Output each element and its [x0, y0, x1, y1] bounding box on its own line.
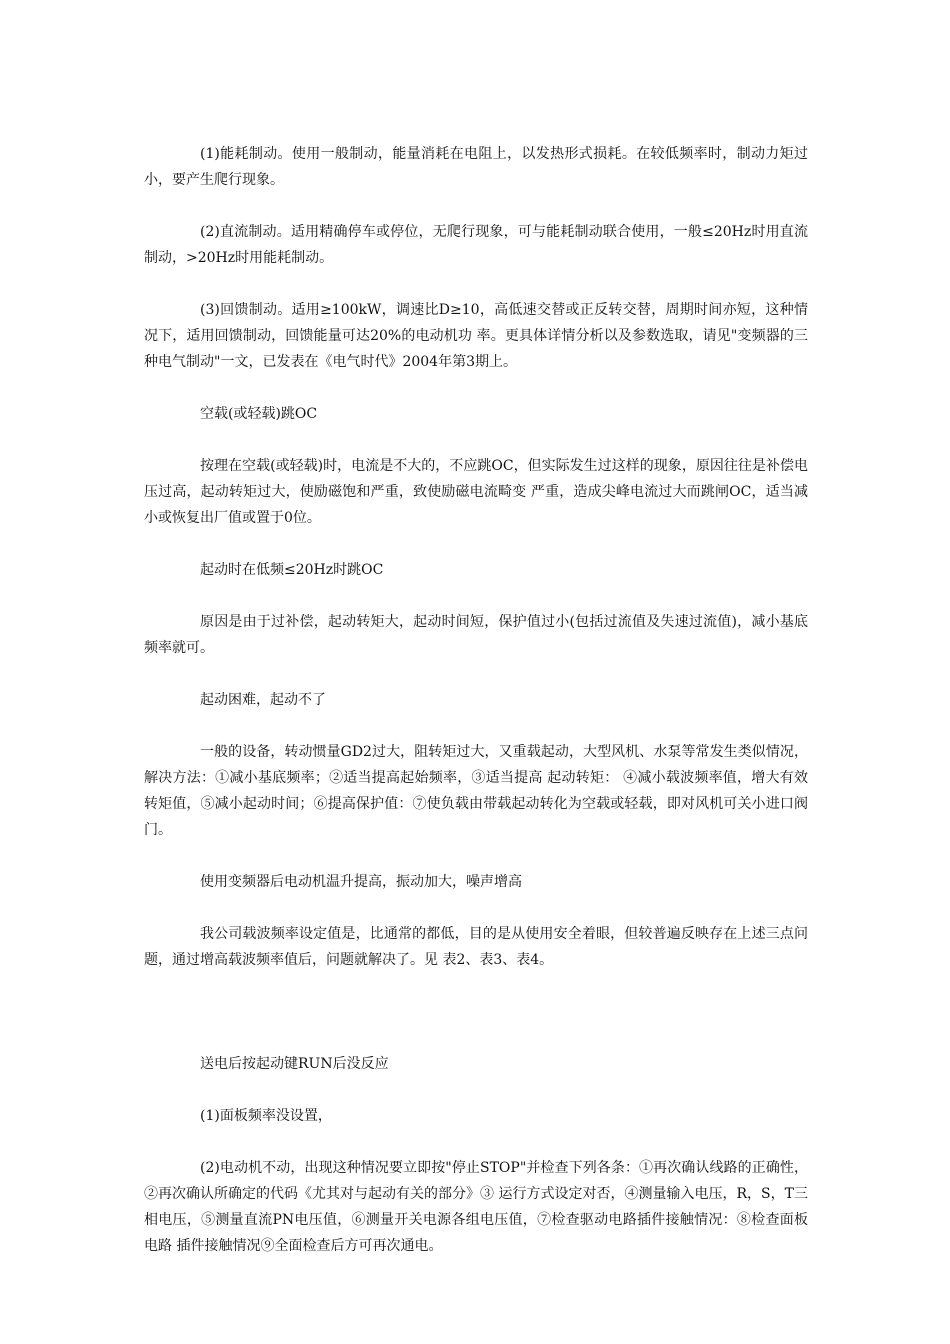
heading-no-load-oc: 空载(或轻载)跳OC: [200, 406, 318, 422]
paragraph-no-load-oc: 按理在空载(或轻载)时，电流是不大的，不应跳OC，但实际发生过这样的现象，原因往往是补偿电压过高，起动转矩过大，使励磁饱和严重，致使励磁电流畸变 严重，造成尖峰电流过大而跳闸OC，适当减小或恢复出厂值或置于0位。: [144, 458, 808, 526]
heading-start-difficulty: 起动困难，起动不了: [200, 692, 326, 708]
paragraph-motor-not-running: (2)电动机不动，出现这种情况要立即按"停止STOP"并检查下列各条：①再次确认线路的正确性，②再次确认所确定的代码《尤其对与起动有关的部分》③ 运行方式设定对否，④测量输入电压，R，S，T三相电压，⑤测量直流PN电压值，⑥测量开关电源各组电压值，⑦检查驱动电路插件接触情况：⑧检查面板电路 插件接触情况⑨全面检查后方可再次通电。: [144, 1160, 808, 1254]
paragraph-dynamic-braking: (1)能耗制动。使用一般制动，能量消耗在电阻上，以发热形式损耗。在较低频率时，制动力矩过小，要产生爬行现象。: [144, 146, 808, 188]
paragraph-temperature-vibration-noise: 我公司载波频率设定值是，比通常的都低，目的是从使用安全着眼，但较普遍反映存在上述三点问题，通过增高载波频率值后，问题就解决了。见 表2、表3、表4。: [144, 926, 808, 968]
document-body: [144, 141, 808, 1285]
paragraph-low-frequency-oc: 原因是由于过补偿，起动转矩大，起动时间短，保护值过小(包括过流值及失速过流值)，减小基底频率就可。: [144, 614, 808, 656]
paragraph-regenerative-braking: (3)回馈制动。适用≥100kW，调速比D≥10，高低速交替或正反转交替，周期时间亦短，这种情况下，适用回馈制动，回馈能量可达20%的电动机功 率。更具体详情分析以及参数选取，请见"变频器的三种电气制动"一文，已发表在《电气时代》2004年第3期上。: [144, 302, 808, 370]
heading-temperature-vibration-noise: 使用变频器后电动机温升提高，振动加大，噪声增高: [200, 874, 522, 890]
paragraph-dc-braking: (2)直流制动。适用精确停车或停位，无爬行现象，可与能耗制动联合使用，一般≤20Hz时用直流制动，>20Hz时用能耗制动。: [144, 224, 808, 266]
heading-low-frequency-oc: 起动时在低频≤20Hz时跳OC: [200, 562, 384, 578]
paragraph-start-difficulty: 一般的设备，转动惯量GD2过大，阻转矩过大，又重载起动，大型风机、水泵等常发生类似情况，解决方法：①减小基底频率；②适当提高起始频率，③适当提高 起动转矩： ④减小载波频率值，增大有效转矩值，⑤减小起动时间；⑥提高保护值：⑦使负载由带载起动转化为空载或轻载，即对风机可关小进口阀门。: [144, 744, 808, 838]
paragraph-frequency-not-set: (1)面板频率没设置，: [200, 1108, 332, 1124]
heading-run-no-response: 送电后按起动键RUN后没反应: [200, 1056, 389, 1072]
section-gap: [144, 999, 808, 1051]
